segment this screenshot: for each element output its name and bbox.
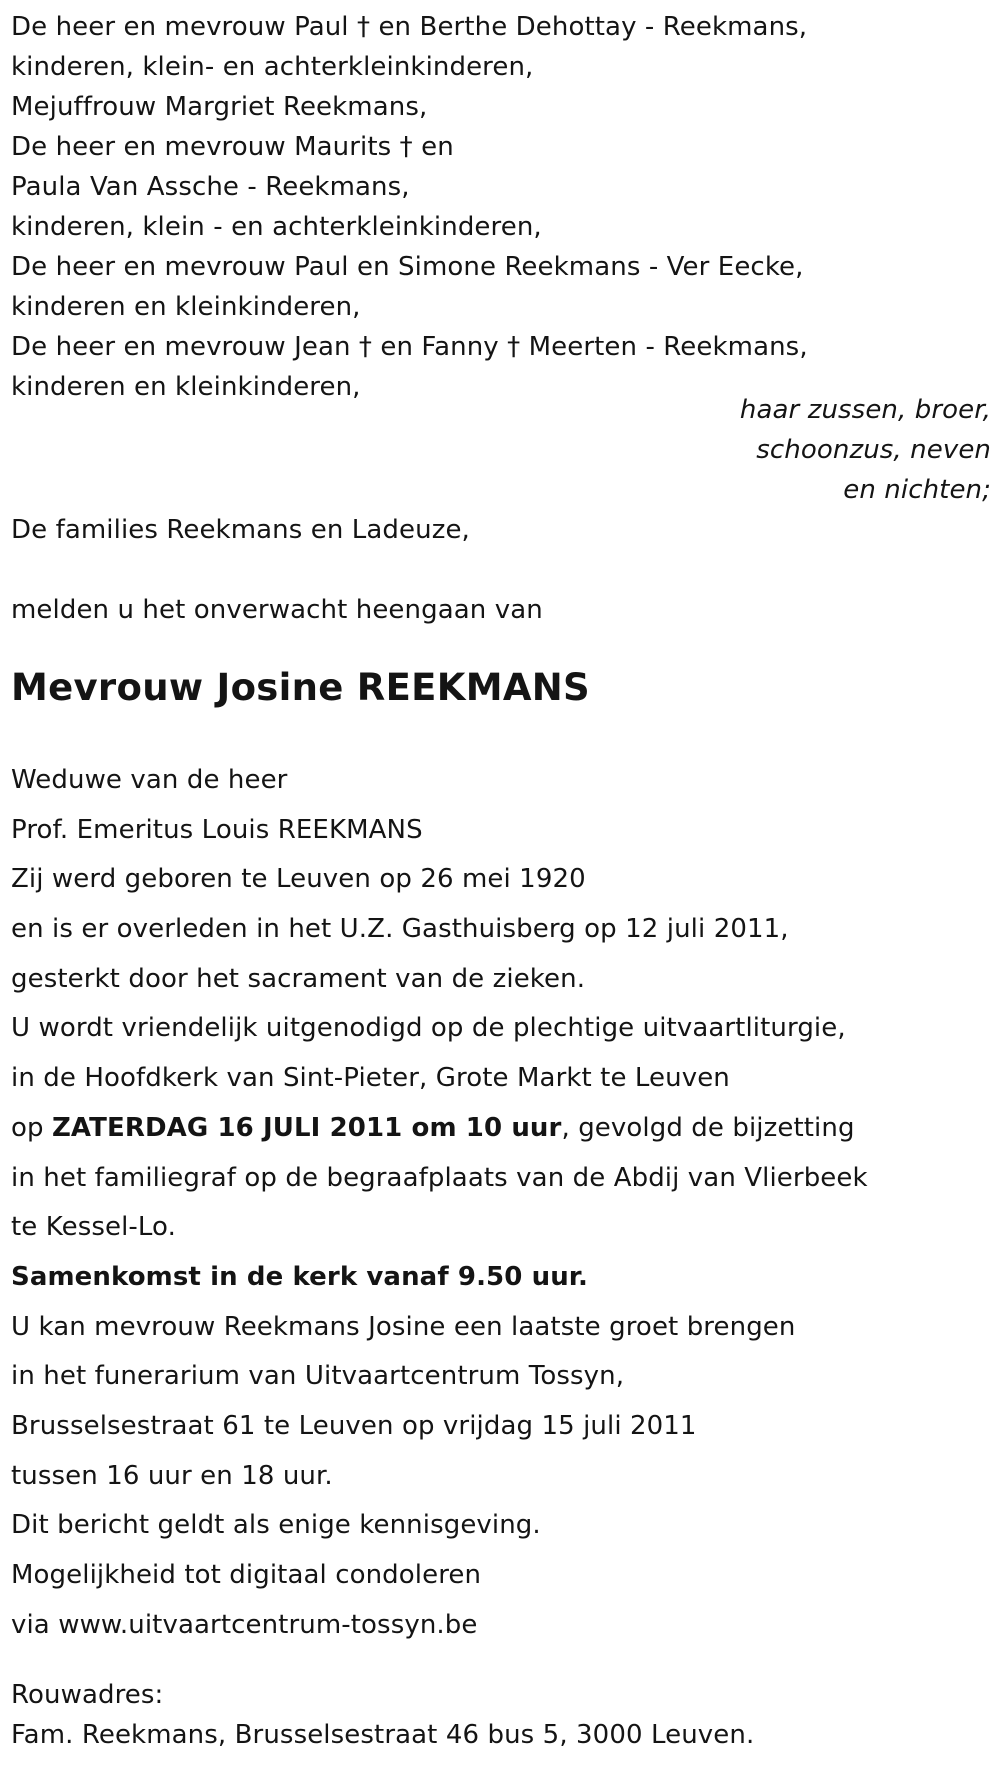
detail-line: in het funerarium van Uitvaartcentrum Tossyn, <box>11 1361 625 1392</box>
detail-line: U wordt vriendelijk uitgenodigd op de plechtige uitvaartliturgie, <box>11 1013 846 1044</box>
funeral-date-prefix: op <box>11 1112 52 1143</box>
family-line: kinderen en kleinkinderen, <box>11 292 361 322</box>
detail-line: in het familiegraf op de begraafplaats van de Abdij van Vlierbeek <box>11 1162 868 1193</box>
family-line: Paula Van Assche - Reekmans, <box>11 172 410 202</box>
family-line: De heer en mevrouw Paul en Simone Reekmans - Ver Eecke, <box>11 252 804 282</box>
detail-line: Prof. Emeritus Louis REEKMANS <box>11 814 423 845</box>
families-line: De families Reekmans en Ladeuze, <box>11 515 470 545</box>
detail-line: Zij werd geboren te Leuven op 26 mei 1920 <box>11 864 586 895</box>
family-line: De heer en mevrouw Paul † en Berthe Dehottay - Reekmans, <box>11 12 808 42</box>
detail-line: in de Hoofdkerk van Sint-Pieter, Grote Markt te Leuven <box>11 1063 730 1094</box>
family-list <box>11 7 808 407</box>
relation-line: haar zussen, broer, <box>739 395 991 425</box>
funeral-date-suffix: , gevolgd de bijzetting <box>561 1112 855 1143</box>
condolence-url: via www.uitvaartcentrum-tossyn.be <box>11 1609 478 1640</box>
deceased-name: Mevrouw Josine REEKMANS <box>11 666 590 709</box>
announcement-line: melden u het onverwacht heengaan van <box>11 595 543 625</box>
family-line: kinderen, klein- en achterkleinkinderen, <box>11 52 534 82</box>
detail-line: en is er overleden in het U.Z. Gasthuisberg op 12 juli 2011, <box>11 914 789 945</box>
family-line: Mejuffrouw Margriet Reekmans, <box>11 92 428 122</box>
relation-line: schoonzus, neven <box>756 435 991 465</box>
detail-line: gesterkt door het sacrament van de zieken. <box>11 963 586 994</box>
funeral-date: ZATERDAG 16 JULI 2011 om 10 uur <box>51 1112 562 1143</box>
detail-line: te Kessel-Lo. <box>11 1212 176 1243</box>
mourning-address <box>11 1675 754 1755</box>
family-line: De heer en mevrouw Jean † en Fanny † Meerten - Reekmans, <box>11 332 808 362</box>
detail-line: Weduwe van de heer <box>11 765 288 795</box>
address-label: Rouwadres: <box>11 1680 164 1710</box>
detail-line: tussen 16 uur en 18 uur. <box>11 1460 333 1491</box>
relation-note <box>491 390 991 510</box>
detail-line: Brusselsestraat 61 te Leuven op vrijdag 15 juli 2011 <box>11 1410 697 1441</box>
family-line: kinderen en kleinkinderen, <box>11 372 361 402</box>
detail-line: Mogelijkheid tot digitaal condoleren <box>11 1560 482 1590</box>
family-line: De heer en mevrouw Maurits † en <box>11 132 454 162</box>
family-line: kinderen, klein - en achterkleinkinderen, <box>11 212 542 242</box>
funeral-details <box>11 756 868 1650</box>
address-value: Fam. Reekmans, Brusselsestraat 46 bus 5, 3000 Leuven. <box>11 1720 755 1750</box>
gathering-time: Samenkomst in de kerk vanaf 9.50 uur. <box>11 1261 588 1292</box>
funeral-date-line <box>11 1104 868 1154</box>
detail-line: Dit bericht geldt als enige kennisgeving. <box>11 1510 541 1541</box>
detail-line: U kan mevrouw Reekmans Josine een laatste groet brengen <box>11 1311 796 1342</box>
relation-line: en nichten; <box>843 475 991 505</box>
